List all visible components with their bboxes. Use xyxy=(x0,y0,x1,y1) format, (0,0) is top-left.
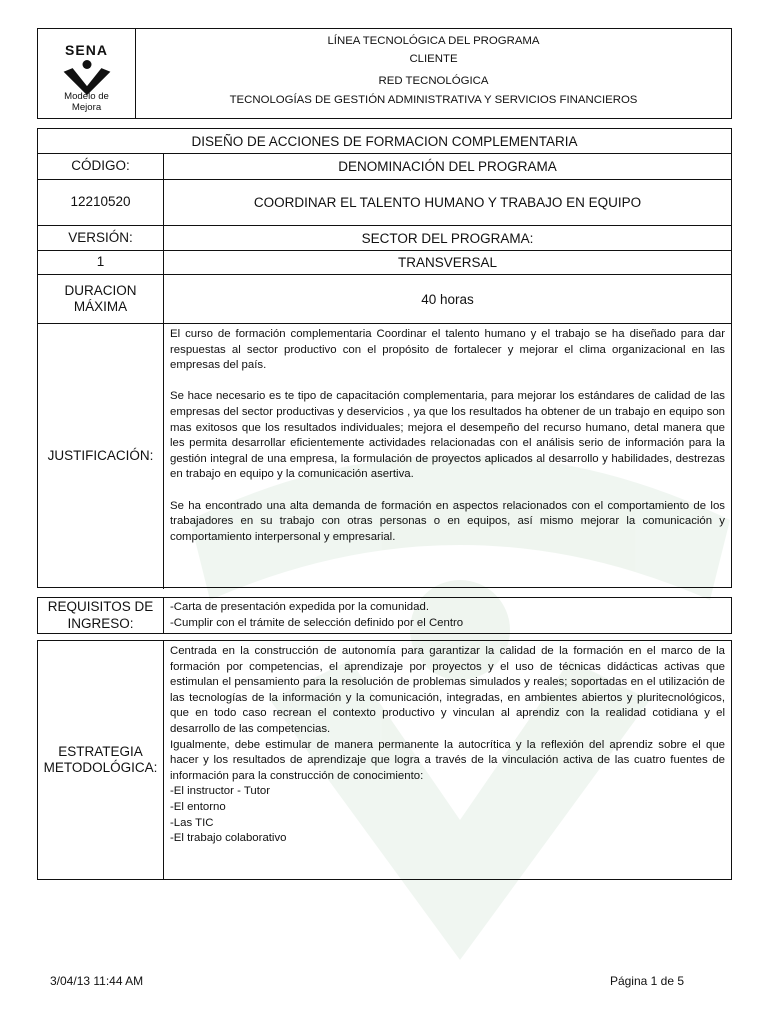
header-text xyxy=(136,29,731,118)
list-item: -El entorno xyxy=(170,800,226,813)
duracion-value: 40 horas xyxy=(421,291,474,307)
header-line: RED TECNOLÓGICA xyxy=(378,75,489,87)
paragraph: Centrada en la construcción de autonomía para garantizar la calidad de la formación en el marco de la formación por competencias, el aprendizaje por proyectos y el uso de técnicas didácticas activas que estimulan el pensamiento para la resolución de problemas simulados y reales; soportadas en el utilización de las tecnologías de la información y la comunicación, integradas, en ambientes abiertos y pluritecnológicos, que en todo caso recrean el contexto productivo y vinculan al aprendiz con la realidad cotidiana y el desarrollo de las competencias. xyxy=(170,645,725,735)
paragraph: Se hace necesario es te tipo de capacitación complementaria, para mejorar los estándares de calidad de las empresas del sector productivas y deservicios , ya que los resultados ha obtener de un trabajo en equipo son mas exitosos que los resultados individuales; mejora el desempeño del recurso humano, detal manera que les permita desarrollar eficientemente actividades relacionadas con el análisis serio de información para la gestión integral de una empresa, la formulación de proyectos aplicados al desarrollo y habilidades, destrezas en trabajo en equipo y la comunicación asertiva. xyxy=(170,390,725,481)
requisitos-label: REQUISITOS DE INGRESO: xyxy=(38,598,164,633)
estrategia-table xyxy=(37,640,732,880)
table-row xyxy=(38,225,731,250)
estrategia-label: ESTRATEGIA METODOLÓGICA: xyxy=(38,641,164,879)
paragraph: Igualmente, debe estimular de manera permanente la autocrítica y la reflexión del aprendiz sobre el que hacer y los resultados de aprendizaje que logra a través de la vinculación activa de las cuatro fuentes de información para la construcción de conocimiento: xyxy=(170,738,725,782)
table-row xyxy=(38,153,731,179)
list-item: -Carta de presentación expedida por la comunidad. xyxy=(170,601,429,613)
requisitos-text xyxy=(164,598,731,633)
sector-value: TRANSVERSAL xyxy=(397,255,498,270)
list-item: -Cumplir con el trámite de selección definido por el Centro xyxy=(170,616,464,629)
list-item: -El instructor - Tutor xyxy=(170,785,271,798)
table-row xyxy=(38,250,731,274)
table-row xyxy=(38,179,731,225)
codigo-value: 12210520 xyxy=(38,180,164,225)
footer-timestamp: 3/04/13 11:44 AM xyxy=(50,974,144,988)
denominacion-value: COORDINAR EL TALENTO HUMANO Y TRABAJO EN EQUIPO xyxy=(253,195,642,210)
version-label: VERSIÓN: xyxy=(38,226,164,250)
sena-logo-text: SENA xyxy=(65,42,108,58)
header-line: TECNOLOGÍAS DE GESTIÓN ADMINISTRATIVA Y SERVICIOS FINANCIEROS xyxy=(229,94,638,106)
footer-page-number: Página 1 de 5 xyxy=(609,974,684,988)
table-row xyxy=(38,274,731,323)
denominacion-label: DENOMINACIÓN DEL PROGRAMA xyxy=(338,159,557,174)
logo-area xyxy=(38,29,136,118)
paragraph: El curso de formación complementaria Coordinar el talento humano y el trabajo se ha diseñado para dar respuestas al sector productivo con el propósito de fortalecer y mejorar el clima organizacional en las empresas del país. xyxy=(170,328,725,372)
header-block xyxy=(37,28,732,119)
table-row xyxy=(38,323,731,589)
justificacion-label: JUSTIFICACIÓN: xyxy=(38,324,164,589)
program-table xyxy=(37,128,732,588)
estrategia-text xyxy=(164,641,731,879)
title-row xyxy=(38,129,731,153)
list-item: -El trabajo colaborativo xyxy=(170,832,287,845)
duracion-label: DURACION MÁXIMA xyxy=(38,275,164,323)
sector-label: SECTOR DEL PROGRAMA: xyxy=(361,230,534,246)
list-item: -Las TIC xyxy=(170,816,214,829)
requisitos-table xyxy=(37,597,732,634)
logo-caption: Modelo de Mejora xyxy=(64,91,109,113)
version-value: 1 xyxy=(38,251,164,274)
paragraph: Se ha encontrado una alta demanda de formación en aspectos relacionados con el comportamiento de los trabajadores en su trabajo con otras personas o en equipos, así mismo mejorar la comunicación y comportamiento interpersonal y empresarial. xyxy=(170,499,725,543)
form-title: DISEÑO DE ACCIONES DE FORMACION COMPLEMENTARIA xyxy=(191,133,578,149)
codigo-label: CÓDIGO: xyxy=(38,154,164,179)
justificacion-text xyxy=(164,324,731,589)
header-line: LÍNEA TECNOLÓGICA DEL PROGRAMA xyxy=(327,35,540,47)
header-line: CLIENTE xyxy=(409,53,458,65)
